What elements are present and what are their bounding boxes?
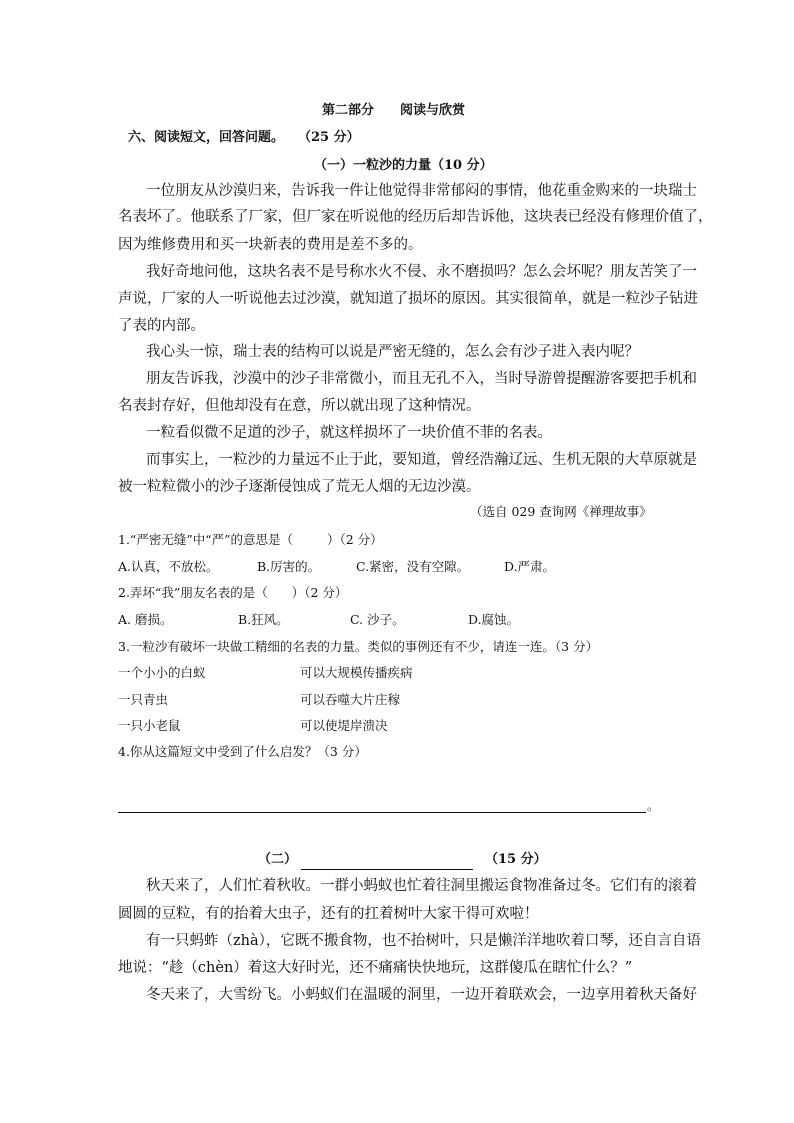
passage1-line: 被一粒粒微小的沙子逐渐侵蚀成了荒无人烟的无边沙漠。 (118, 479, 481, 495)
question-1-option-c: C.紧密，没有空隙。 (356, 559, 470, 574)
passage2-line: 秋天来了，人们忙着秋收。一群小蚂蚁也忙着往洞里搬运食物准备过冬。它们有的滚着 (146, 878, 697, 894)
section-title: 阅读与欣赏 (400, 103, 466, 118)
passage1-line: 因为维修费用和买一块新表的费用是差不多的。 (118, 237, 423, 253)
question-2-stem: 2.弄坏“我”朋友名表的是（ (118, 585, 268, 600)
passage1-line: 我好奇地问他，这块名表不是号称水火不侵、永不磨损吗？怎么会坏呢？朋友苦笑了一 (146, 264, 697, 280)
passage1-line: 而事实上，一粒沙的力量远不止于此，要知道，曾经浩瀚辽远、生机无限的大草原就是 (146, 452, 697, 468)
passage2-score: （15 分） (485, 852, 547, 867)
passage2-title (258, 850, 547, 870)
answer-line-end: 。 (647, 798, 660, 813)
passage2-line: 有一只蚂蚱（zhà），它既不搬食物，也不抬树叶，只是懒洋洋地吹着口琴，还自言自语 (146, 933, 701, 949)
passage1-line: 一位朋友从沙漠归来，告诉我一件让他觉得非常郁闷的事情，他花重金购来的一块瑞士 (146, 183, 697, 199)
question-2-option-d: D.腐蚀。 (468, 612, 520, 627)
task-heading (128, 128, 360, 148)
task-score: （25 分） (298, 130, 360, 145)
question-1 (118, 530, 383, 550)
question-1-tail: ）（2 分） (327, 532, 383, 547)
question-1-stem: 1.“严密无缝”中“严”的意思是（ (118, 532, 293, 547)
passage1-source: （选自 029 查询网《禅理故事》 (470, 504, 652, 519)
question-1-option-b: B.厉害的。 (257, 559, 321, 574)
question-2-option-a: A. 磨损。 (118, 612, 173, 627)
passage1-line: 声说，厂家的人一听说他去过沙漠，就知道了损坏的原因。其实很简单，就是一粒沙子钻进 (118, 291, 698, 307)
passage1-line: 一粒看似微不足道的沙子，就这样损坏了一块价值不菲的名表。 (146, 425, 552, 441)
match-right-item[interactable]: 可以吞噬大片庄稼 (300, 692, 401, 707)
passage2-line: 圆圆的豆粒，有的抬着大虫子，还有的扛着树叶大家干得可欢啦！ (118, 906, 539, 922)
passage1-line: 朋友告诉我，沙漠中的沙子非常微小，而且无孔不入，当时导游曾提醒游客要把手机和 (146, 371, 697, 387)
passage1-line: 我心头一惊，瑞士表的结构可以说是严密无缝的，怎么会有沙子进入表内呢？ (146, 344, 639, 360)
task-label: 六、阅读短文，回答问题。 (128, 130, 285, 145)
question-2-option-c: C. 沙子。 (350, 612, 405, 627)
passage1-title: （一）一粒沙的力量（10 分） (314, 158, 493, 173)
question-2-option-b: B.狂风。 (238, 612, 289, 627)
passage2-line: 冬天来了，大雪纷飞。小蚂蚁们在温暖的洞里，一边开着联欢会，一边享用着秋天备好 (146, 987, 697, 1003)
passage2-prefix: （二） (258, 852, 298, 867)
passage2-line: 地说：“趁（chèn）着这大好时光，还不痛痛快快地玩，这群傻瓜在瞎忙什么？” (118, 960, 633, 976)
passage1-line: 名表坏了。他联系了厂家，但厂家在听说他的经历后却告诉他，这块表已经没有修理价值了， (118, 209, 713, 225)
question-2 (118, 583, 347, 603)
match-left-item[interactable]: 一个小小的白蚁 (118, 665, 206, 680)
section-header (322, 101, 465, 121)
question-1-option-d: D.严肃。 (504, 559, 556, 574)
question-2-tail: ）（2 分） (291, 585, 348, 600)
question-1-option-a: A.认真，不放松。 (118, 559, 219, 574)
match-right-item[interactable]: 可以大规模传播疾病 (300, 665, 413, 680)
question-4: 4.你从这篇短文中受到了什么启发？（3 分） (118, 744, 367, 759)
passage1-line: 了表的内部。 (118, 318, 205, 334)
question-3: 3.一粒沙有破坏一块做工精细的名表的力量。类似的事例还有不少，请连一连。（3 分） (118, 639, 599, 654)
section-part: 第二部分 (322, 103, 375, 118)
match-left-item[interactable]: 一只青虫 (118, 692, 169, 707)
match-left-item[interactable]: 一只小老鼠 (118, 718, 181, 733)
title-blank[interactable] (301, 853, 473, 870)
answer-line[interactable] (118, 812, 646, 813)
passage1-line: 名表封存好，但他却没有在意，所以就出现了这种情况。 (118, 398, 481, 414)
match-right-item[interactable]: 可以使堤岸溃决 (300, 718, 388, 733)
